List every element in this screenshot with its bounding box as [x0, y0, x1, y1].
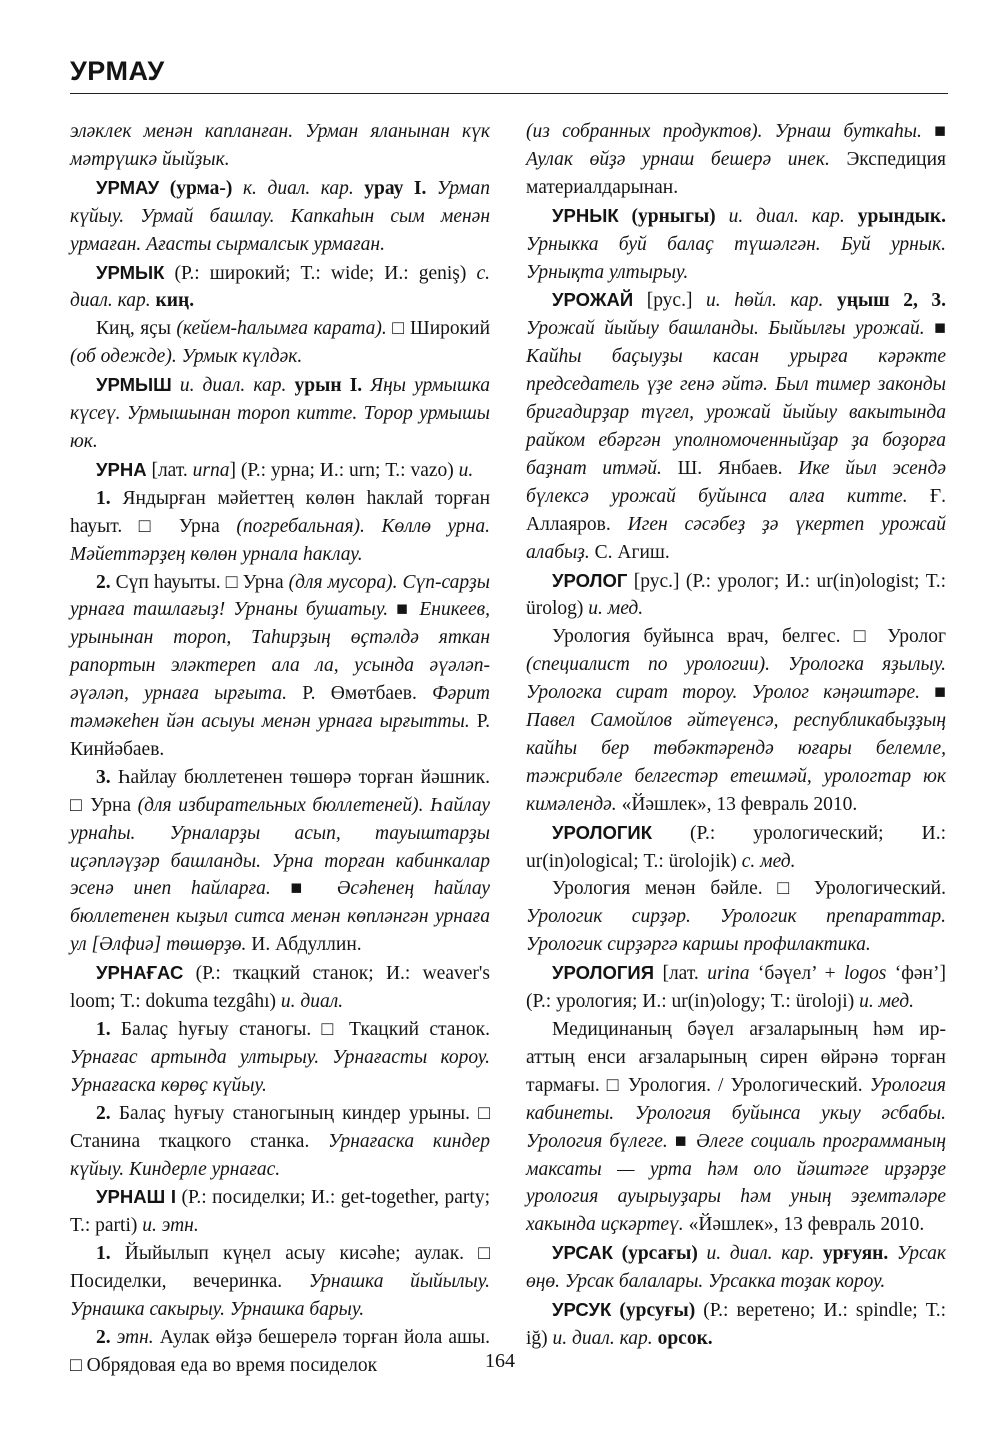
- entry-paragraph: 1. Балаҫ һуғыу станогы. □ Ткацкий станок. Урнағас артында ултырыу. Урнағасты короу. Урнағаска көрөҫ күйыу.: [70, 1019, 490, 1096]
- entry-paragraph: УРНАҒАС (Р.: ткацкий станок; И.: weaver's loom; Т.: dokuma tezgâhı) и. диал.: [70, 962, 490, 1013]
- entry-paragraph: УРОЛОГИК (Р.: урологический; И.: ur(in)ological; Т.: ürolojik) с. мед.: [526, 821, 946, 872]
- header-rule: [70, 93, 948, 94]
- entry-paragraph: УРСУК (урсуғы) (Р.: веретено; И.: spindle; Т.: iğ) и. диал. кар. орсок.: [526, 1299, 946, 1349]
- entry-paragraph: 2. Балаҫ һуғыу станогының киндер урыны. □ Станина ткацкого станка. Урнағаска киндер күйыу. Киндерле урнағас.: [70, 1102, 490, 1180]
- entry-paragraph: Урология менән бәйле. □ Урологический. Урологик сирҙәр. Урологик препараттар. Урологик сирҙәргә каршы профилактика.: [526, 878, 946, 956]
- entry-paragraph: УРНА [лат. urna] (Р.: урна; И.: urn; Т.: vazo) и.: [96, 458, 474, 481]
- page-number: 164: [485, 1350, 515, 1372]
- entry-paragraph: 2. этн. Аулак өйҙә бешерелә торған йола ашы. □ Обрядовая еда во время посиделок: [70, 1326, 490, 1376]
- running-head-title: УРМАУ: [70, 56, 165, 86]
- entry-paragraph: 1. Йыйылып күңел асыу кисәһе; аулак. □ Посиделки, вечеринка. Урнашка йыйылыу. Урнашка сакырыу. Урнашка барыу.: [70, 1243, 491, 1321]
- entry-paragraph: УРСАК (урсағы) и. диал. кар. урғуян. Урсак өңө. Урсак балалары. Урсакка тоҙак короу.: [526, 1242, 946, 1293]
- entry-paragraph: Урология буйынса врач, белгес. □ Уролог (специалист по урологии). Урологка яҙылыу. Урологка сират тороу. Уролог кәңәштәре. ■ Павел Самойлов әйтеүенсә, республикабыҙҙың кайһы бер төбәктәрендә юғары белемле, тәжрибәле белгестәр етешмәй, урологтар юк кимәлендә. «Йәшлек», 13 февраль 2010.: [526, 626, 946, 815]
- entry-paragraph: УРНЫК (урныгы) и. диал. кар. урындык. Урныкка буй балаҫ түшәлгән. Буй урнык. Урнықта ултырыу.: [526, 204, 946, 283]
- left-column: [70, 118, 490, 1380]
- entry-paragraph: 1. Яндырған мәйеттең көлөн һаклай торған һауыт. □ Урна (погребальная). Көллө урна. Мәйеттәрҙең көлөн урнала һаклау.: [70, 487, 490, 565]
- entry-paragraph: 3. Һайлау бюллетенен төшөрә торған йәшник. □ Урна (для избирательных бюллетеней). Һайлау урнаһы. Урналарҙы асып, тауыштарҙы иҫәпләүҙәр башланды. Урна торған кабинкалар эсенә инеп һайларға. ■ Әсәһенең һайлау бюллетенен кыҙыл ситса менән көпләнгән урнаға ул [Әлфиә] төшөрҙө. И. Абдуллин.: [70, 766, 490, 956]
- entry-paragraph: УРОЛОГ [рус.] (Р.: уролог; И.: ur(in)ologist; Т.: ürolog) и. мед.: [526, 569, 946, 620]
- entry-paragraph: УРОЛОГИЯ [лат. urina ‘бәүел’ + logos ‘фән’] (Р.: урология; И.: ur(in)ology; Т.: üroloji) и. мед.: [526, 962, 946, 1013]
- entry-paragraph: (из собранных продуктов). Урнаш буткаһы. ■ Аулак өйҙә урнаш бешерә инек. Экспедиция материалдарынан.: [526, 121, 946, 198]
- entry-paragraph: 2. Сүп һауыты. □ Урна (для мусора). Сүп-сарҙы урнаға ташлағыҙ! Урнаны бушатыу. ■ Еникеев, урынынан тороп, Таһирҙың өҫтәлдә яткан рапортын эләктереп ала ла, усында әүәләп-әүәләп, урнаға ырғыта. Р. Өмөтбаев. Фәрит тәмәкеһен йән асыуы менән урнаға ырғытты. Р. Кинйәбаев.: [70, 571, 490, 760]
- entry-paragraph: УРОЖАЙ [рус.] и. һөйл. кар. уңыш 2, 3. Урожай йыйыу башланды. Быйылғы урожай. ■ Кайһы баҫыуҙы касан урырға кәрәкте председатель үҙе генә әйтә. Был тимер законды бригадирҙар түгел, урожай йыйыу вакытында райком ебәргән уполномоченныйҙар ҙа боҙорға баҙнат итмәй. Ш. Янбаев. Ике йыл эсендә бүлексә урожай буйынса алға китте. Ғ. Аллаяров. Иген сәсәбеҙ ҙә үкертеп урожай алабыҙ. С. Агиш.: [526, 289, 947, 563]
- entry-paragraph: УРМЫК (Р.: широкий; Т.: wide; И.: geniş) с. диал. кар. киң.: [70, 261, 490, 312]
- entry-paragraph: Киң, яҫы (кейем-һалымға карата). □ Широкий (об одежде). Урмык күлдәк.: [70, 318, 491, 368]
- right-column: [526, 118, 946, 1353]
- entry-paragraph: УРМЫШ и. диал. кар. урын I. Яңы урмышка күсеү. Урмышынан тороп китте. Торор урмышы юк.: [70, 374, 490, 452]
- entry-paragraph: эләклек менән капланған. Урман яланынан күк мәтрүшкә йыйҙык.: [70, 121, 490, 170]
- entry-paragraph: УРНАШ I (Р.: посиделки; И.: get-together, party; Т.: parti) и. этн.: [70, 1186, 490, 1237]
- running-header: [70, 52, 948, 94]
- entry-paragraph: УРМАУ (урма-) к. диал. кар. урау I. Урмап күйыу. Урмай башлау. Капкаһын сым менән урмаған. Ағасты сырмалсык урмаған.: [70, 176, 490, 255]
- entry-paragraph: Медицинаның бәүел ағзаларының һәм ир-аттың енси ағзаларының сирен өйрәнә торған тармағы. □ Урология. / Урологический. Урология кабинеты. Урология буйынса укыу әсбабы. Урология бүлеге. ■ Әлеге социаль программаның максаты — урта һәм оло йәштәге ирҙәрҙе урология ауырыуҙары һәм уның эҙемтәләре хакында иҫкәртеү. «Йәшлек», 13 февраль 2010.: [526, 1019, 946, 1236]
